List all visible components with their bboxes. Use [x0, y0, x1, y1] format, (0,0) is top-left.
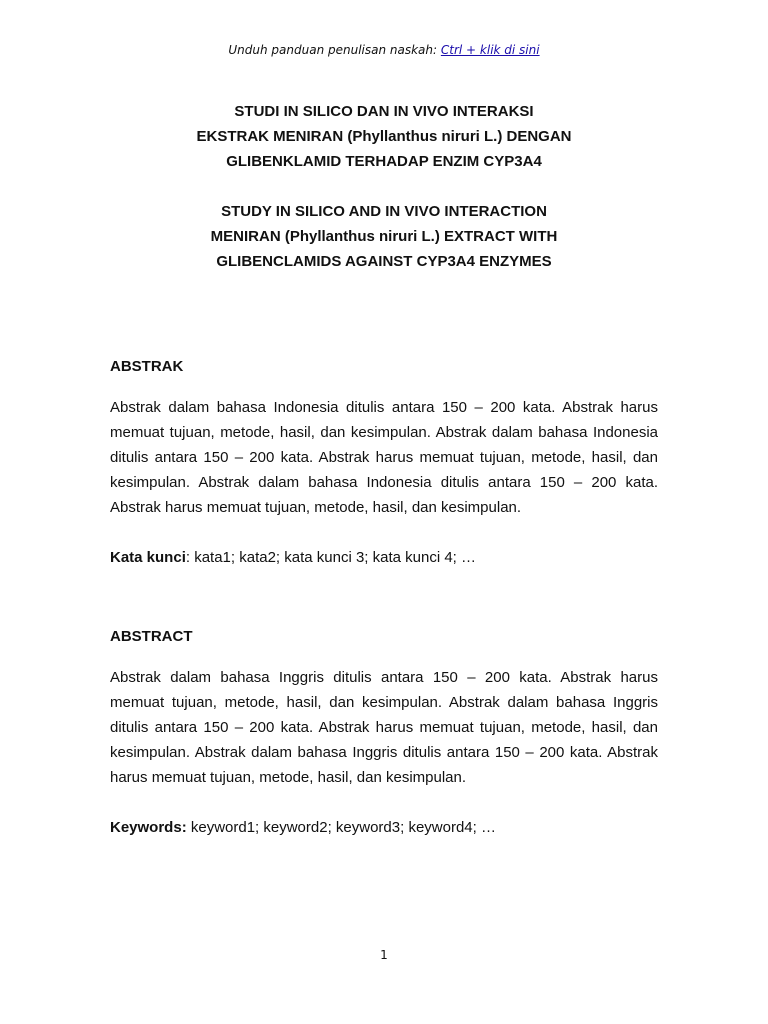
- title-id-line-2: EKSTRAK MENIRAN (Phyllanthus niruri L.) DENGAN: [196, 128, 572, 145]
- title-indonesian: [0, 99, 768, 174]
- page-number: 1: [380, 948, 388, 962]
- abstrak-keywords: [110, 548, 658, 568]
- abstrak-heading-wrap: [110, 357, 658, 377]
- title-en-line-2: MENIRAN (Phyllanthus niruri L.) EXTRACT WITH: [210, 228, 558, 245]
- abstract-keywords: [110, 818, 658, 838]
- title-id-line-3: GLIBENKLAMID TERHADAP ENZIM CYP3A4: [226, 153, 542, 170]
- abstrak-heading: ABSTRAK: [110, 358, 184, 375]
- kata-kunci-label: Kata kunci: [110, 549, 186, 566]
- guide-download-header: [0, 43, 768, 57]
- abstrak-body: Abstrak dalam bahasa Indonesia ditulis antara 150 – 200 kata. Abstrak harus memuat tujuan, metode, hasil, dan kesimpulan. Abstrak dalam bahasa Indonesia ditulis antara 150 – 200 kata. Abstrak harus memuat tujuan, metode, hasil, dan kesimpulan. Abstrak dalam bahasa Indonesia ditulis antara 150 – 200 kata. Abstrak harus memuat tujuan, metode, hasil, dan kesimpulan.: [110, 399, 658, 516]
- title-id-line-1: STUDI IN SILICO DAN IN VIVO INTERAKSI: [234, 103, 534, 120]
- abstract-section: [110, 665, 658, 790]
- abstract-heading: ABSTRACT: [110, 628, 193, 645]
- abstract-heading-wrap: [110, 627, 658, 647]
- abstract-body: Abstrak dalam bahasa Inggris ditulis antara 150 – 200 kata. Abstrak harus memuat tujuan, metode, hasil, dan kesimpulan. Abstrak dalam bahasa Inggris ditulis antara 150 – 200 kata. Abstrak harus memuat tujuan, metode, hasil, dan kesimpulan. Abstrak dalam bahasa Inggris ditulis antara 150 – 200 kata. Abstrak harus memuat tujuan, metode, hasil, dan kesimpulan.: [110, 669, 658, 786]
- title-english: [0, 199, 768, 274]
- kata-kunci-value: : kata1; kata2; kata kunci 3; kata kunci 4; …: [185, 549, 477, 566]
- abstrak-section: [110, 395, 658, 520]
- title-en-line-1: STUDY IN SILICO AND IN VIVO INTERACTION: [221, 203, 547, 220]
- guide-download-link[interactable]: Ctrl + klik di sini: [440, 43, 540, 57]
- title-en-line-3: GLIBENCLAMIDS AGAINST CYP3A4 ENZYMES: [216, 253, 552, 270]
- keywords-value: keyword1; keyword2; keyword3; keyword4; …: [186, 819, 496, 836]
- keywords-label: Keywords:: [110, 819, 187, 836]
- guide-download-label: Unduh panduan penulisan naskah:: [228, 43, 441, 57]
